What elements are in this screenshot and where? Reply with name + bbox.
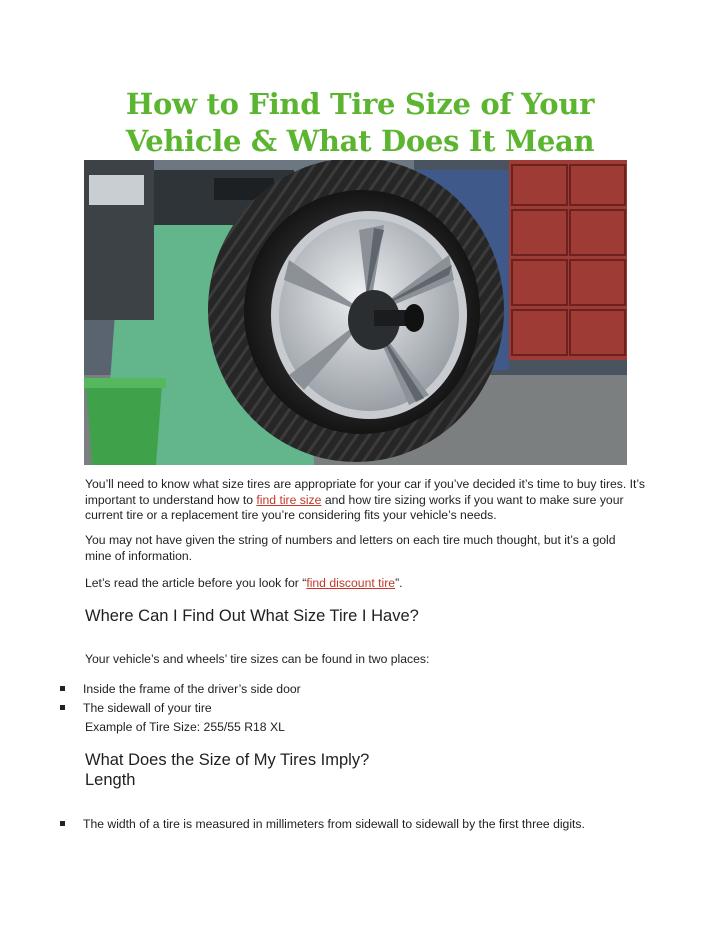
bullet-icon — [60, 821, 65, 826]
title-line-2: Vehicle & What Does It Mean — [125, 124, 595, 158]
list-item-text: The sidewall of your tire — [83, 701, 212, 715]
find-tire-size-link[interactable]: find tire size — [256, 492, 322, 507]
section-2-heading-line-1: What Does the Size of My Tires Imply? — [85, 751, 370, 769]
article-title — [0, 86, 720, 160]
paragraph-1 — [85, 477, 645, 524]
tire-size-example: Example of Tire Size: 255/55 R18 XL — [85, 720, 285, 734]
section-2-heading-line-2: Length — [85, 771, 136, 789]
list-item — [60, 701, 212, 716]
bullet-icon — [60, 686, 65, 691]
paragraph-2: You may not have given the string of numbers and letters on each tire much thought, but it’s a gold mine of information. — [85, 533, 616, 563]
tire-photo — [84, 160, 627, 465]
paragraph-3-text-a: Let’s read the article before you look for “ — [85, 576, 307, 590]
title-line-1: How to Find Tire Size of Your — [125, 87, 595, 121]
find-discount-tire-link[interactable]: find discount tire — [306, 576, 396, 590]
paragraph-1-text-b: and how tire sizing works if you want to make sure your current tire or a replacement tire you’re considering fits your vehicle’s needs. — [85, 492, 624, 522]
section-heading-find-size: Where Can I Find Out What Size Tire I Have? — [85, 607, 419, 625]
section-1-intro: Your vehicle’s and wheels’ tire sizes can be found in two places: — [85, 652, 430, 666]
list-item — [60, 682, 301, 697]
paragraph-3 — [85, 576, 645, 592]
list-item-text: The width of a tire is measured in millimeters from sidewall to sidewall by the first three digits. — [83, 817, 585, 831]
list-item-text: Inside the frame of the driver’s side door — [83, 682, 301, 696]
section-heading-size-imply — [85, 750, 369, 790]
paragraph-3-text-b: ”. — [395, 576, 403, 590]
paragraph-1-text-a: You’ll need to know what size tires are appropriate for your car if you’ve decided it’s time to buy tires. It’s important to understand how to — [85, 477, 646, 507]
list-item — [60, 817, 585, 832]
bullet-icon — [60, 705, 65, 710]
